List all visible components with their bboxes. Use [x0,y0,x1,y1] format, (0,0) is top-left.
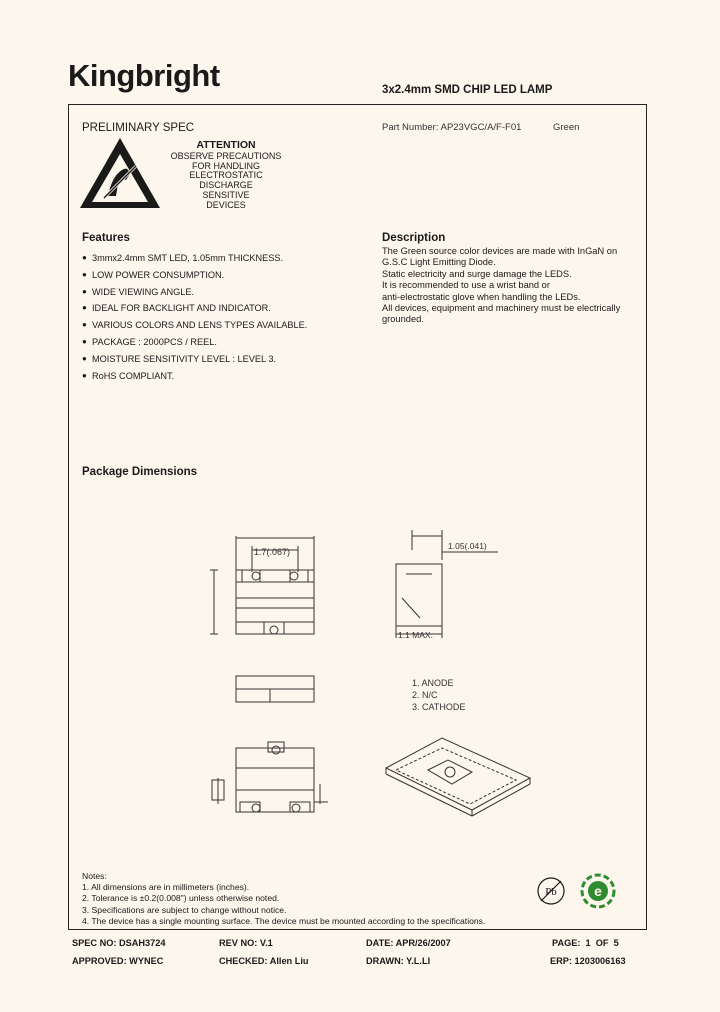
revision-number: REV NO: V.1 [219,938,273,948]
feature-item: ● IDEAL FOR BACKLIGHT AND INDICATOR. [82,301,307,318]
esd-line: SENSITIVE [202,189,250,200]
bottom-view-drawing [212,742,328,812]
erp-number: ERP: 1203006163 [550,956,626,966]
rohs-icon [580,873,616,909]
lead-free-icon [535,875,567,907]
document-title: 3x2.4mm SMD CHIP LED LAMP [382,84,553,96]
svg-text:1. ANODE: 1. ANODE [412,678,454,688]
esd-warning-icon [78,136,162,210]
package-drawing [180,522,560,822]
description-line: All devices, equipment and machinery must be electrically [382,303,621,314]
esd-line: DISCHARGE [199,180,253,191]
description-line: anti-electrostatic glove when handling the LEDs. [382,291,581,302]
esd-line: DEVICES [206,199,246,210]
feature-item: ● 3mmx2.4mm SMT LED, 1.05mm THICKNESS. [82,251,307,268]
dim-max-label: 1.1 MAX. [398,630,433,640]
description-line: The Green source color devices are made with InGaN on [382,246,618,256]
kingbright-logo: Kingbright [68,58,220,93]
description-line: grounded. [382,314,424,325]
feature-item: ● MOISTURE SENSITIVITY LEVEL : LEVEL 3. [82,352,307,369]
end-view-drawing [236,676,314,702]
isometric-view-drawing [386,738,530,816]
features-heading: Features [82,232,130,244]
feature-item: ● LOW POWER CONSUMPTION. [82,268,307,285]
approved-by: APPROVED: WYNEC [72,956,164,966]
esd-line: ELECTROSTATIC [189,170,263,181]
note-line: 2. Tolerance is ±0.2(0.008") unless otherwise noted. [82,893,280,904]
esd-warning-text [168,139,284,210]
svg-text:2. N/C: 2. N/C [412,690,438,700]
pin-legend [412,678,465,712]
checked-by: CHECKED: Allen Liu [219,956,309,966]
attention-label: ATTENTION [196,139,256,151]
rohs-mark: e [594,883,602,899]
spec-status: PRELIMINARY SPEC [82,122,195,134]
note-line: 1. All dimensions are in millimeters (inches). [82,882,250,893]
emitting-color: Green [553,122,580,133]
description-heading: Description [382,232,446,244]
notes-heading: Notes: [82,871,107,881]
notes-section [82,871,485,927]
page-number: PAGE: 1 OF 5 [552,938,619,948]
feature-item: ● WIDE VIEWING ANGLE. [82,285,307,302]
description-line: G.S.C Light Emitting Diode. [382,257,496,268]
note-line: 3. Specifications are subject to change without notice. [82,904,287,915]
svg-text:3. CATHODE: 3. CATHODE [412,702,466,712]
issue-date: DATE: APR/26/2007 [366,938,451,948]
dim-side-label: 1.05(.041) [448,541,487,551]
dim-top-label: 1.7(.067) [254,547,291,557]
features-list [82,251,307,385]
description-line: It is recommended to use a wrist band or [382,280,550,291]
feature-item: ● PACKAGE : 2000PCS / REEL. [82,335,307,352]
part-number: Part Number: AP23VGC/A/F-F01 [382,122,522,133]
description-line: Static electricity and surge damage the LEDS. [382,268,572,279]
package-dimensions-heading: Package Dimensions [82,466,198,478]
pb-mark: Pb [545,886,557,898]
drawn-by: DRAWN: Y.L.LI [366,956,431,966]
top-view-drawing [210,536,314,634]
feature-item: ● VARIOUS COLORS AND LENS TYPES AVAILABLE. [82,318,307,335]
note-line: 4. The device has a single mounting surface. The device must be mounted according to the specifications. [82,915,486,926]
description-text [382,246,637,326]
esd-line: OBSERVE PRECAUTIONS [170,151,282,161]
feature-item: ● RoHS COMPLIANT. [82,369,307,386]
spec-number: SPEC NO: DSAH3724 [72,938,166,948]
esd-line: FOR HANDLING [191,160,260,171]
side-view-drawing [396,530,498,640]
